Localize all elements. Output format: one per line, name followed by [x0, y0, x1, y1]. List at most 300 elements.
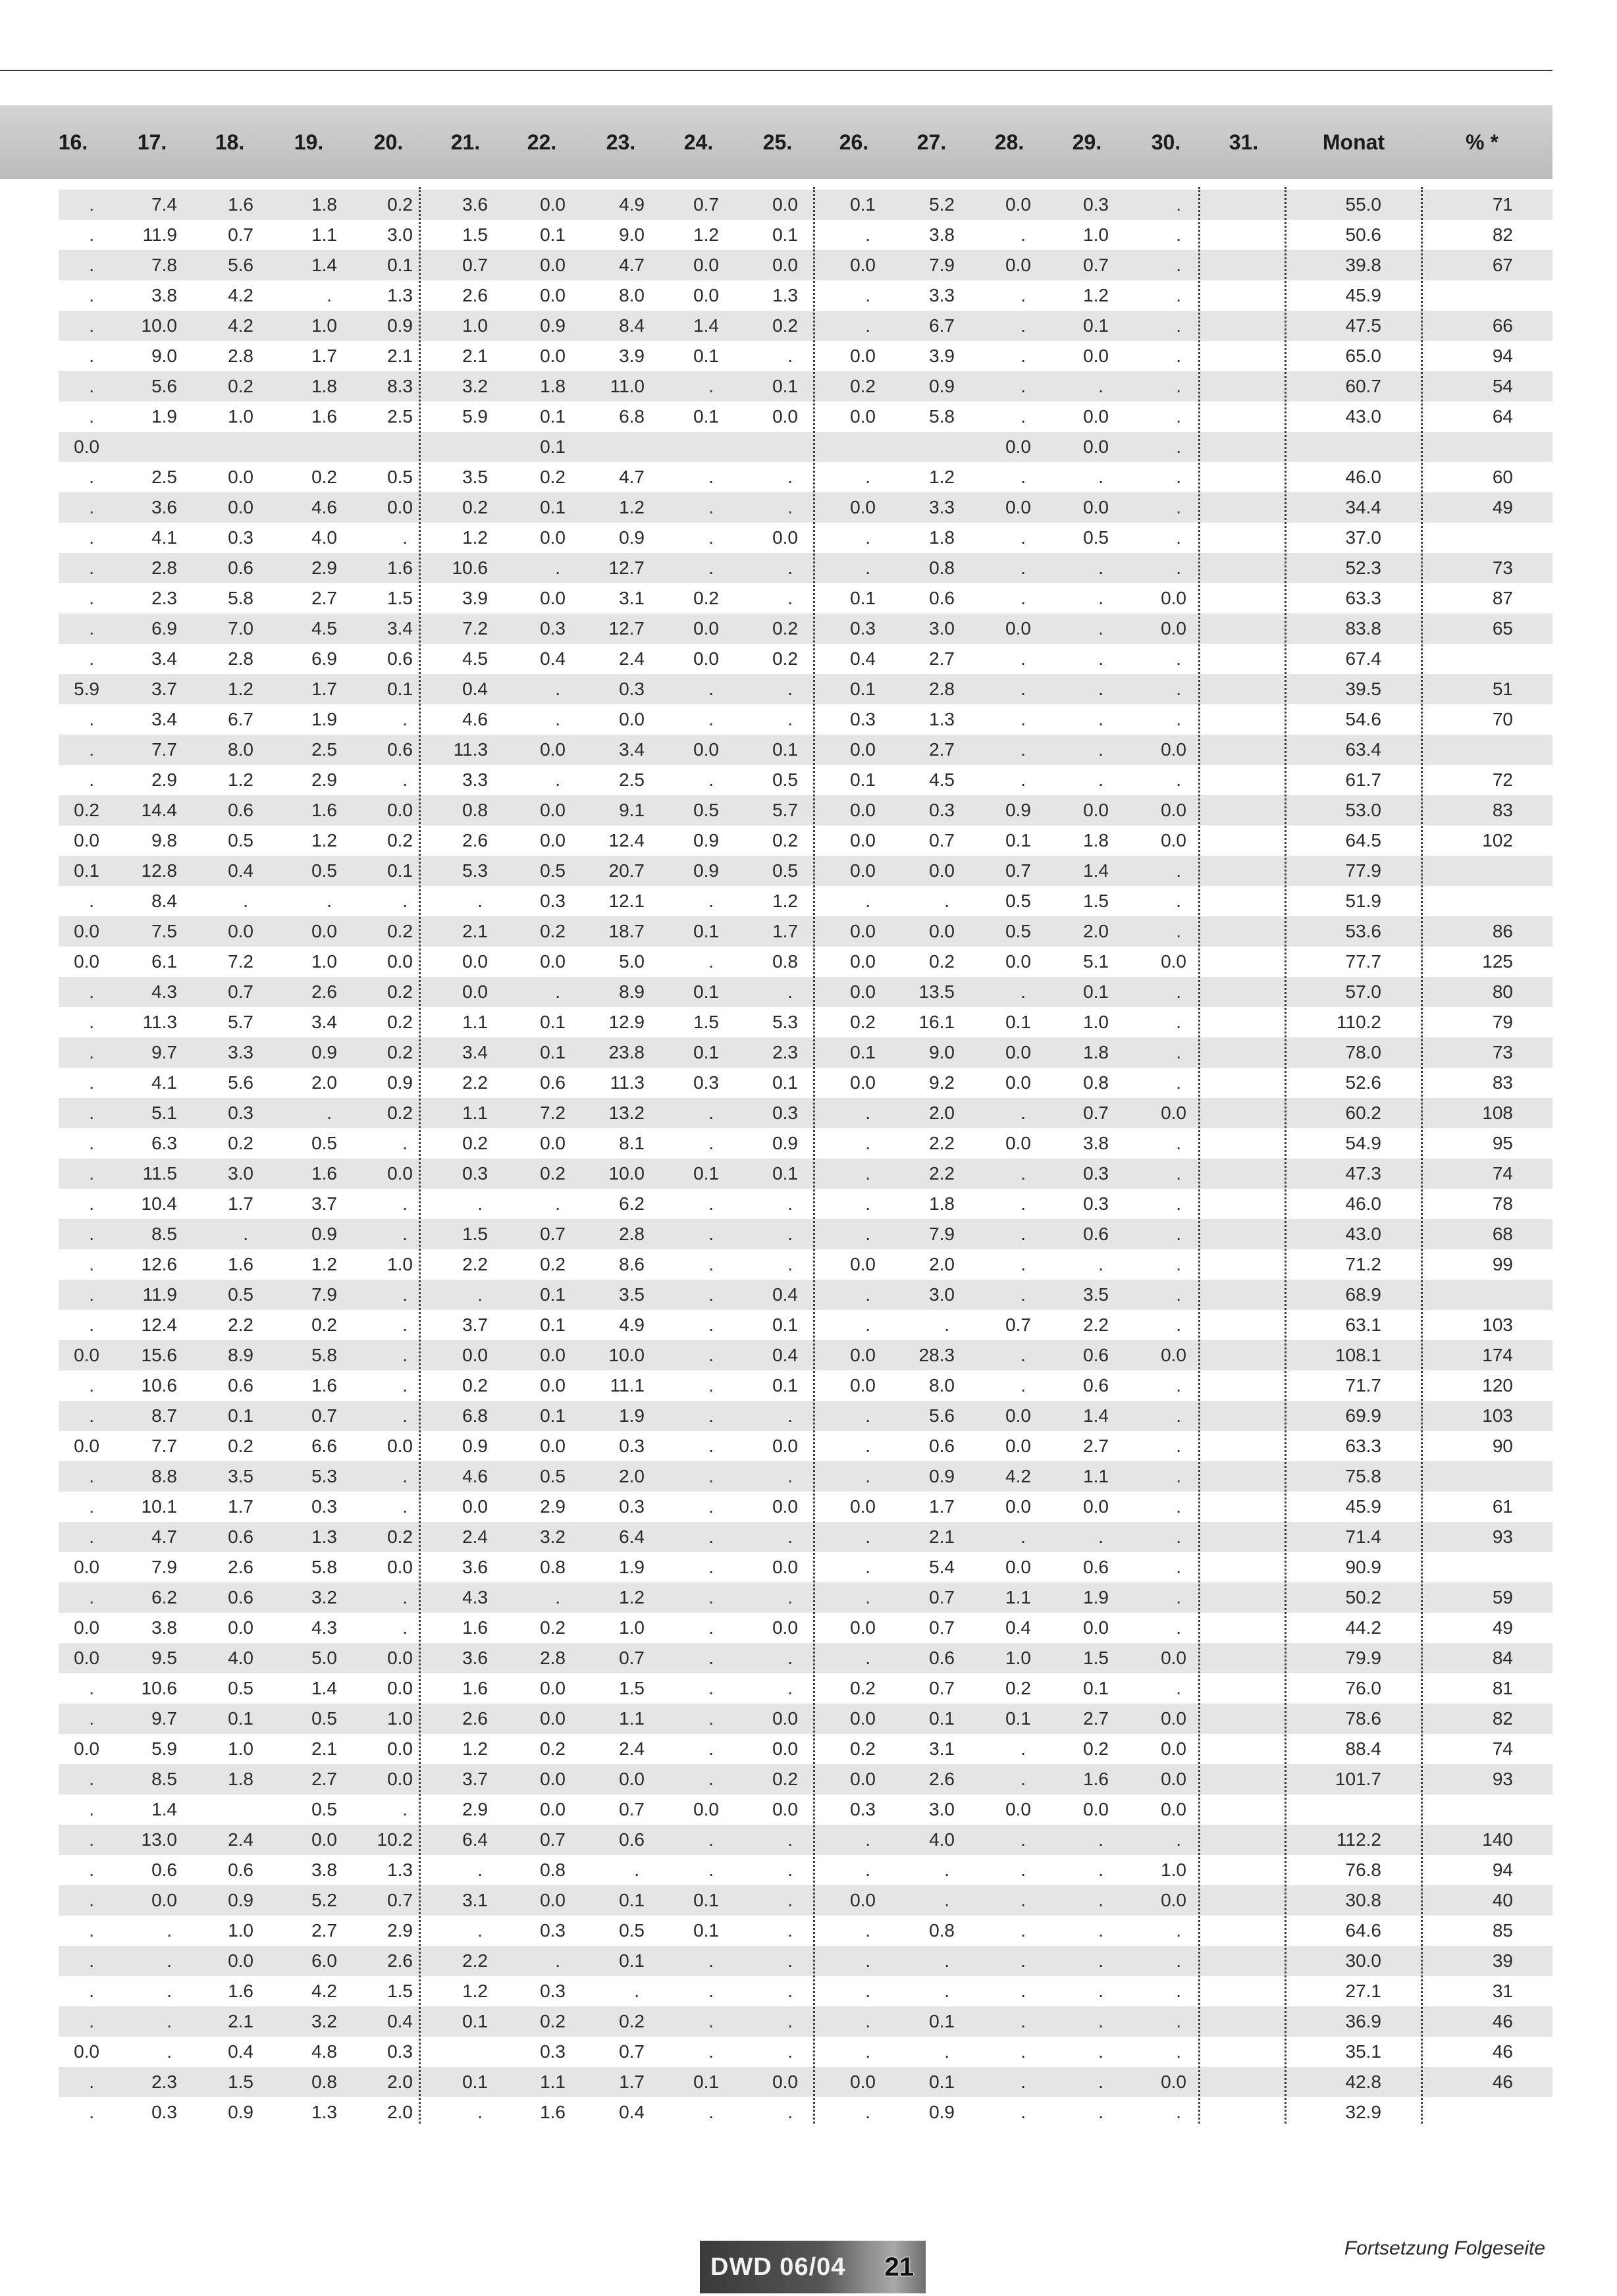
day-value-cell: 2.5	[619, 770, 645, 790]
day-value-cell: .	[634, 1981, 639, 2001]
day-value-cell	[1186, 1764, 1259, 1794]
day-value-cell: 4.7	[151, 1526, 177, 1547]
day-value-cell	[103, 432, 177, 462]
day-value-cell: .	[89, 406, 94, 427]
day-value-cell: 0.7	[1005, 860, 1031, 881]
day-value-cell: 2.6	[462, 285, 488, 305]
day-value-cell: 6.2	[619, 1193, 645, 1214]
day-value-cell: 4.0	[311, 527, 337, 548]
day-value-cell: 0.2	[228, 1436, 253, 1456]
day-value-cell: .	[787, 1648, 793, 1668]
day-value-cell: .	[1021, 406, 1026, 427]
day-value-cell: 0.0	[772, 1557, 798, 1577]
day-value-cell: .	[167, 2041, 172, 2062]
month-total-cell: 77.9	[1345, 860, 1381, 881]
day-value-cell: .	[555, 1950, 560, 1971]
month-total-cell: 63.3	[1345, 1436, 1381, 1456]
day-value-cell: 2.5	[311, 739, 337, 760]
day-value-cell: 7.2	[540, 1103, 566, 1123]
day-value-cell: 6.1	[151, 951, 177, 972]
day-value-cell: .	[708, 1496, 714, 1517]
day-value-cell: .	[89, 2102, 94, 2122]
day-value-cell: 5.3	[462, 860, 488, 881]
day-value-cell: .	[89, 1163, 94, 1184]
day-value-cell: 5.6	[151, 376, 177, 396]
day-value-cell: .	[1098, 2011, 1103, 2031]
day-value-cell: .	[1098, 1950, 1103, 1971]
month-total-cell: 27.1	[1345, 1981, 1381, 2001]
table-row	[59, 553, 1552, 583]
day-value-cell: 1.4	[151, 1799, 177, 1819]
day-value-cell: .	[1021, 1890, 1026, 1910]
table-row	[59, 2006, 1552, 2037]
day-value-cell: 2.7	[1083, 1708, 1109, 1729]
day-value-cell: 1.0	[619, 1617, 645, 1638]
day-value-cell: 0.0	[1161, 830, 1186, 850]
day-value-cell	[1186, 462, 1259, 492]
day-value-cell: 6.6	[311, 1436, 337, 1456]
day-value-cell: 1.2	[311, 830, 337, 850]
month-total-cell: 46.0	[1345, 467, 1381, 487]
table-row	[59, 2097, 1552, 2127]
day-value-cell: .	[1098, 2072, 1103, 2092]
day-value-cell: .	[1098, 558, 1103, 578]
day-value-cell: 0.6	[387, 648, 413, 669]
day-value-cell: 0.8	[929, 1920, 955, 1941]
day-value-cell: 1.7	[929, 1496, 955, 1517]
day-value-cell: 3.7	[151, 679, 177, 699]
day-value-cell: 0.8	[540, 1860, 566, 1880]
day-value-cell: 7.9	[151, 1557, 177, 1577]
day-value-cell: 5.2	[929, 194, 955, 215]
day-value-cell	[339, 432, 413, 462]
day-value-cell: 1.9	[619, 1557, 645, 1577]
table-row	[59, 583, 1552, 613]
day-value-cell: 3.1	[929, 1738, 955, 1759]
day-value-cell: .	[555, 770, 560, 790]
day-value-cell: 0.0	[850, 1617, 876, 1638]
day-value-cell: 0.0	[228, 1950, 253, 1971]
day-value-cell: 0.2	[772, 830, 798, 850]
day-value-cell: 1.7	[311, 346, 337, 366]
day-value-cell: 0.0	[462, 1496, 488, 1517]
day-value-cell: 1.9	[311, 709, 337, 729]
day-value-cell: .	[1021, 1224, 1026, 1244]
day-value-cell: .	[89, 739, 94, 760]
day-value-cell: .	[1176, 679, 1181, 699]
percent-cell	[1414, 1552, 1513, 1582]
day-value-cell: .	[865, 285, 870, 305]
percent-cell	[1414, 432, 1513, 462]
day-value-cell: 0.0	[850, 406, 876, 427]
day-value-cell: 1.1	[311, 224, 337, 245]
day-value-cell: 0.0	[1161, 1890, 1186, 1910]
day-value-cell: .	[1021, 376, 1026, 396]
day-value-cell: 2.0	[1083, 921, 1109, 941]
day-value-cell	[1186, 1492, 1259, 1522]
day-value-cell: .	[787, 1405, 793, 1426]
percent-cell: 78	[1492, 1193, 1513, 1214]
day-value-cell: 0.1	[772, 1072, 798, 1093]
day-value-cell: .	[787, 1254, 793, 1274]
day-value-cell: 0.0	[693, 648, 719, 669]
day-value-cell: 1.6	[311, 406, 337, 427]
day-value-cell: 0.0	[693, 255, 719, 275]
day-value-cell: 2.7	[311, 588, 337, 608]
day-value-cell: 0.7	[619, 1799, 645, 1819]
day-value-cell: .	[1021, 1769, 1026, 1789]
day-value-cell: 0.5	[311, 1799, 337, 1819]
day-value-cell: 5.8	[311, 1557, 337, 1577]
day-value-cell: .	[1098, 1981, 1103, 2001]
day-value-cell: 0.0	[850, 2072, 876, 2092]
day-value-cell: .	[89, 1860, 94, 1880]
day-value-cell: 0.0	[850, 1708, 876, 1729]
day-value-cell: .	[89, 1103, 94, 1123]
day-value-cell: .	[167, 1981, 172, 2001]
day-value-cell: 0.5	[311, 1708, 337, 1729]
day-value-cell: 10.1	[141, 1496, 177, 1517]
table-row	[59, 1128, 1552, 1159]
day-value-cell: 7.4	[151, 194, 177, 215]
day-value-cell: 6.4	[462, 1829, 488, 1850]
day-value-cell: 1.6	[311, 1375, 337, 1396]
day-value-cell: .	[865, 1163, 870, 1184]
day-value-cell: 0.4	[772, 1284, 798, 1305]
month-total-cell: 43.0	[1345, 1224, 1381, 1244]
day-value-cell: 2.2	[1083, 1315, 1109, 1335]
day-value-cell: .	[1021, 558, 1026, 578]
column-header: 30.	[1151, 130, 1181, 154]
day-value-cell: .	[1021, 1950, 1026, 1971]
day-value-cell: .	[865, 1648, 870, 1668]
day-value-cell: .	[708, 1103, 714, 1123]
publication-badge	[700, 2241, 926, 2293]
day-value-cell: .	[89, 1829, 94, 1850]
day-value-cell: 0.0	[772, 1799, 798, 1819]
day-value-cell: .	[89, 1193, 94, 1214]
day-value-cell: .	[1176, 1224, 1181, 1244]
day-value-cell: .	[708, 1224, 714, 1244]
day-value-cell	[1186, 795, 1259, 825]
day-value-cell: 3.3	[929, 285, 955, 305]
day-value-cell: .	[708, 1526, 714, 1547]
day-value-cell: .	[167, 2011, 172, 2031]
table-row	[59, 523, 1552, 553]
day-value-cell: 0.7	[929, 1678, 955, 1698]
day-value-cell: 12.7	[608, 558, 645, 578]
column-header: 19.	[294, 130, 324, 154]
day-value-cell: 2.2	[228, 1315, 253, 1335]
day-value-cell	[1186, 553, 1259, 583]
day-value-cell: 5.8	[929, 406, 955, 427]
day-value-cell: .	[865, 1284, 870, 1305]
day-value-cell: 3.5	[619, 1284, 645, 1305]
day-value-cell: .	[1021, 1829, 1026, 1850]
day-value-cell: 2.7	[311, 1769, 337, 1789]
day-value-cell: 0.4	[228, 2041, 253, 2062]
day-value-cell: 0.0	[850, 1345, 876, 1365]
day-value-cell: 0.0	[850, 1375, 876, 1396]
day-value-cell: .	[708, 1648, 714, 1668]
day-value-cell: 0.0	[311, 1829, 337, 1850]
day-value-cell	[1186, 1370, 1259, 1401]
day-value-cell: .	[89, 194, 94, 215]
day-value-cell: 1.9	[151, 406, 177, 427]
day-value-cell: 3.3	[228, 1042, 253, 1062]
day-value-cell: .	[243, 891, 248, 911]
day-value-cell: 0.1	[850, 194, 876, 215]
day-value-cell: 0.0	[387, 1678, 413, 1698]
day-value-cell: 2.2	[929, 1133, 955, 1153]
day-value-cell: .	[1176, 1072, 1181, 1093]
day-value-cell: 0.9	[387, 1072, 413, 1093]
day-value-cell: .	[1176, 981, 1181, 1002]
day-value-cell: .	[1098, 467, 1103, 487]
day-value-cell: 1.6	[1083, 1769, 1109, 1789]
day-value-cell: 1.9	[1083, 1587, 1109, 1607]
day-value-cell: .	[1021, 315, 1026, 336]
percent-cell: 84	[1492, 1648, 1513, 1668]
day-value-cell: 0.1	[540, 1315, 566, 1335]
day-value-cell: 4.2	[228, 285, 253, 305]
day-value-cell: 1.3	[311, 2102, 337, 2122]
day-value-cell: 0.1	[850, 770, 876, 790]
day-value-cell: .	[708, 1133, 714, 1153]
month-total-cell: 47.5	[1345, 315, 1381, 336]
day-value-cell: 0.5	[1083, 527, 1109, 548]
day-value-cell: 3.8	[929, 224, 955, 245]
day-value-cell: 0.4	[619, 2102, 645, 2122]
day-value-cell	[1186, 674, 1259, 704]
day-value-cell: 0.3	[1083, 194, 1109, 215]
month-total-cell: 37.0	[1345, 527, 1381, 548]
column-header: 31.	[1229, 130, 1259, 154]
day-value-cell: .	[1176, 1163, 1181, 1184]
day-value-cell: 1.1	[1005, 1587, 1031, 1607]
table-row	[59, 1037, 1552, 1068]
day-value-cell: 0.2	[540, 1163, 566, 1184]
day-value-cell: 1.1	[540, 2072, 566, 2092]
day-value-cell	[1186, 2067, 1259, 2097]
day-value-cell	[1186, 1461, 1259, 1492]
day-value-cell: 1.5	[462, 224, 488, 245]
day-value-cell: 0.8	[929, 558, 955, 578]
day-value-cell	[1186, 947, 1259, 977]
day-value-cell: 11.3	[453, 739, 488, 760]
day-value-cell: 0.2	[540, 921, 566, 941]
day-value-cell: 4.1	[151, 1072, 177, 1093]
month-total-cell: 43.0	[1345, 406, 1381, 427]
day-value-cell: .	[402, 1799, 408, 1819]
day-value-cell: .	[477, 1193, 483, 1214]
day-value-cell: .	[89, 1224, 94, 1244]
day-value-cell: .	[944, 1950, 949, 1971]
day-value-cell	[724, 432, 798, 462]
day-value-cell: 0.0	[540, 346, 566, 366]
month-total-cell: 32.9	[1345, 2102, 1381, 2122]
day-value-cell: .	[1021, 679, 1026, 699]
day-value-cell: 0.9	[929, 376, 955, 396]
day-value-cell: 2.8	[929, 679, 955, 699]
day-value-cell: .	[787, 1981, 793, 2001]
day-value-cell: 0.1	[772, 1375, 798, 1396]
percent-cell	[1414, 2097, 1513, 2127]
day-value-cell: 0.2	[387, 1042, 413, 1062]
day-value-cell: 4.5	[462, 648, 488, 669]
table-row	[59, 856, 1552, 886]
column-header: 22.	[527, 130, 557, 154]
table-row	[59, 220, 1552, 250]
day-value-cell: 0.9	[540, 315, 566, 336]
day-value-cell: 0.6	[1083, 1345, 1109, 1365]
day-value-cell: 0.0	[1083, 436, 1109, 457]
day-value-cell: 0.1	[693, 346, 719, 366]
day-value-cell: 3.4	[151, 648, 177, 669]
day-value-cell: .	[1176, 1193, 1181, 1214]
day-value-cell: 0.3	[772, 1103, 798, 1123]
percent-cell: 94	[1492, 346, 1513, 366]
table-row	[59, 1916, 1552, 1946]
day-value-cell: 13.2	[608, 1103, 645, 1123]
day-value-cell: 2.1	[311, 1738, 337, 1759]
table-row	[59, 644, 1552, 674]
percent-cell: 125	[1482, 951, 1513, 972]
day-value-cell: .	[327, 285, 332, 305]
day-value-cell: 0.0	[693, 739, 719, 760]
day-value-cell: 0.1	[462, 2072, 488, 2092]
day-value-cell: 1.2	[929, 467, 955, 487]
day-value-cell: 0.0	[387, 1738, 413, 1759]
day-value-cell	[1186, 1007, 1259, 1037]
day-value-cell: 0.2	[311, 1315, 337, 1335]
day-value-cell: .	[865, 1829, 870, 1850]
day-value-cell: 3.5	[1083, 1284, 1109, 1305]
day-value-cell: .	[1021, 1284, 1026, 1305]
day-value-cell: 0.6	[1083, 1224, 1109, 1244]
table-row	[59, 1340, 1552, 1370]
day-value-cell: 18.7	[608, 921, 645, 941]
day-value-cell: .	[787, 1920, 793, 1941]
day-value-cell: 0.1	[850, 1042, 876, 1062]
day-value-cell: 0.0	[74, 1345, 99, 1365]
day-value-cell: 3.2	[540, 1526, 566, 1547]
day-value-cell: 0.3	[462, 1163, 488, 1184]
day-value-cell: 3.1	[462, 1890, 488, 1910]
day-value-cell: 1.1	[619, 1708, 645, 1729]
day-value-cell: .	[89, 709, 94, 729]
day-value-cell: .	[708, 1981, 714, 2001]
day-value-cell: .	[865, 1315, 870, 1335]
day-value-cell: 6.9	[311, 648, 337, 669]
day-value-cell: 1.8	[929, 1193, 955, 1214]
day-value-cell: 0.0	[850, 981, 876, 1002]
table-row	[59, 886, 1552, 916]
day-value-cell	[1186, 825, 1259, 856]
day-value-cell: 1.2	[228, 770, 253, 790]
day-value-cell: .	[1021, 224, 1026, 245]
day-value-cell: 0.0	[619, 709, 645, 729]
day-value-cell: 0.9	[462, 1436, 488, 1456]
day-value-cell: 0.0	[462, 981, 488, 1002]
day-value-cell: .	[1176, 1405, 1181, 1426]
day-value-cell: 9.7	[151, 1708, 177, 1729]
day-value-cell: .	[708, 709, 714, 729]
day-value-cell: 3.9	[929, 346, 955, 366]
day-value-cell: .	[708, 1284, 714, 1305]
column-header: 20.	[373, 130, 404, 154]
day-value-cell: 0.2	[850, 1012, 876, 1032]
table-row	[59, 765, 1552, 795]
day-value-cell: 0.3	[1083, 1163, 1109, 1184]
day-value-cell: 12.1	[608, 891, 645, 911]
day-value-cell: .	[1098, 709, 1103, 729]
day-value-cell: 2.7	[929, 739, 955, 760]
day-value-cell: 0.3	[228, 527, 253, 548]
day-value-cell: 1.8	[1083, 830, 1109, 850]
day-value-cell: .	[1021, 1981, 1026, 2001]
day-value-cell: 1.1	[1083, 1466, 1109, 1486]
day-value-cell: 0.0	[850, 1254, 876, 1274]
day-value-cell: 1.5	[228, 2072, 253, 2092]
day-value-cell: .	[787, 1587, 793, 1607]
day-value-cell: 8.7	[151, 1405, 177, 1426]
day-value-cell: 23.8	[608, 1042, 645, 1062]
day-value-cell: 0.0	[228, 497, 253, 517]
day-value-cell	[1186, 371, 1259, 402]
day-value-cell: 9.2	[929, 1072, 955, 1093]
day-value-cell: .	[787, 1193, 793, 1214]
day-value-cell: 2.2	[929, 1163, 955, 1184]
day-value-cell: 6.9	[151, 618, 177, 639]
day-value-cell: 0.8	[1083, 1072, 1109, 1093]
month-total-cell	[1283, 1794, 1381, 1825]
day-value-cell: 0.0	[772, 1496, 798, 1517]
day-value-cell	[1186, 644, 1259, 674]
day-value-cell: .	[787, 1466, 793, 1486]
day-value-cell: 0.0	[772, 1617, 798, 1638]
day-value-cell: .	[477, 891, 483, 911]
day-value-cell	[1186, 492, 1259, 523]
percent-cell: 49	[1492, 497, 1513, 517]
day-value-cell: .	[89, 255, 94, 275]
day-value-cell: .	[89, 1254, 94, 1274]
day-value-cell: 0.2	[228, 376, 253, 396]
day-value-cell: 2.8	[619, 1224, 645, 1244]
day-value-cell: 0.6	[619, 1829, 645, 1850]
table-row	[59, 1734, 1552, 1764]
table-row	[59, 1249, 1552, 1280]
month-total-cell: 54.9	[1345, 1133, 1381, 1153]
month-total-cell: 65.0	[1345, 346, 1381, 366]
day-value-cell: 1.0	[311, 315, 337, 336]
table-row	[59, 1522, 1552, 1552]
day-value-cell: 8.8	[151, 1466, 177, 1486]
day-value-cell: 0.1	[772, 739, 798, 760]
day-value-cell: 2.1	[228, 2011, 253, 2031]
percent-cell: 64	[1492, 406, 1513, 427]
day-value-cell: 0.0	[1161, 1799, 1186, 1819]
day-value-cell: 0.0	[540, 285, 566, 305]
day-value-cell: 1.5	[619, 1678, 645, 1698]
day-value-cell: 8.6	[619, 1254, 645, 1274]
day-value-cell: 1.7	[619, 2072, 645, 2092]
table-row	[59, 1280, 1552, 1310]
table-row	[59, 1704, 1552, 1734]
day-value-cell: 0.2	[228, 1133, 253, 1153]
day-value-cell: 3.2	[311, 2011, 337, 2031]
day-value-cell: .	[1098, 739, 1103, 760]
